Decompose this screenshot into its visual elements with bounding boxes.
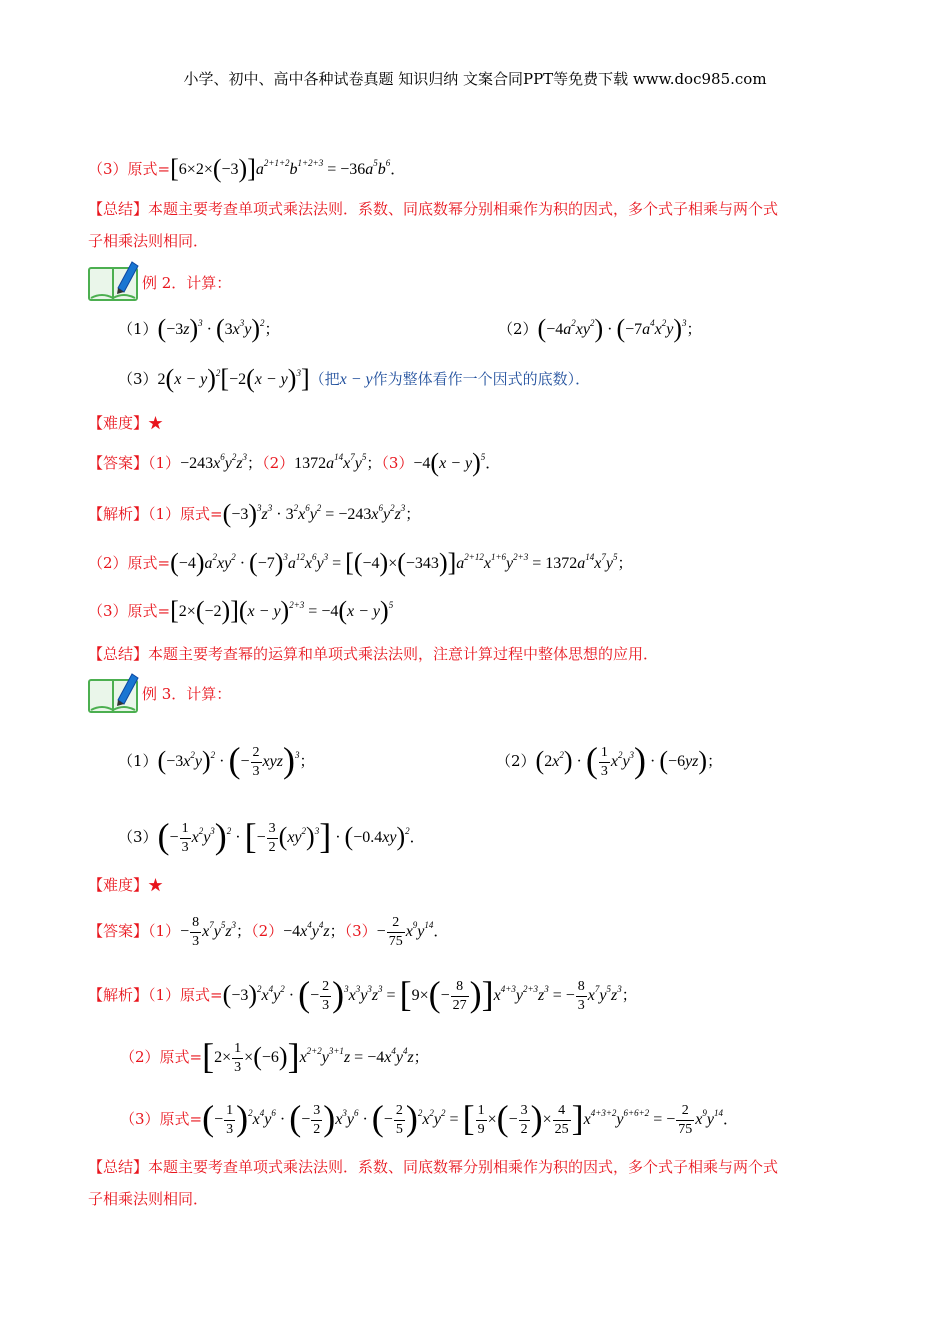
ex3-summary-line2: 子相乘法则相同． xyxy=(88,1190,209,1208)
ex3-title: 例 3．计算： xyxy=(142,685,232,703)
ex3-summary-line1: 【总结】本题主要考查单项式乘法法则．系数、同底数幂分别相乘作为积的因式，多个式子相乘与两个式 xyxy=(88,1158,779,1176)
ex3-analysis1: 【解析】（1）原式$=(-3)^2x^4y^2$ · (− $\frac{2}{3}$ )$^3x^3y^3z^3 = [9\times(-$ $\frac{8}{27}$ )]$x^{4+3}y^{2+3}z^3$ = − $\frac{8}{3}$ $x^7y^5z^3$； xyxy=(88,974,637,1015)
ex1-part3: （3）原式$=[6\times 2\times(-3)]a^{2+1+2}b^{1+2+3} = -36a^5b^6$． xyxy=(88,154,406,183)
ex3-problem3: （3）(− $\frac{1}{3}$ $x^2y^3)^2$ · [− $\frac{3}{2}$ $(xy^2)^3] \cdot (-0.4xy)^2$． xyxy=(118,816,425,857)
page-header: 小学、初中、高中各种试卷真题 知识归纳 文案合同PPT等免费下载 www.doc985.com xyxy=(183,70,767,88)
ex2-difficulty: 【难度】★ xyxy=(88,414,164,432)
ex2-problem1: $(1)(-3z)^3 \cdot (3x^3y)^2$； xyxy=(118,314,280,343)
ex3-problem1: $(1)(-3x^2y)^2$ · (− $\frac{2}{3}$ xyz)$^3$； xyxy=(118,740,315,781)
book-pencil-icon xyxy=(88,258,142,302)
ex3-analysis3: （3）原式=(− $\frac{1}{3}$ )$^2x^4y^6$ · (− $\frac{3}{2}$ )$x^3y^6$ · (− $\frac{2}{5}$ )$^2x^2y^2$ = [ $\frac{1}{9}$ ×(− $\frac{3}{2}$ )× $\frac{4}{25}$ ]$x^{4+3+2}y^{6+6+2}$ = − $\frac{2}{75}$ $x^9y^{14}$． xyxy=(120,1098,738,1139)
ex2-answer: 【答案】$(1)-243x^6y^2z^3$；$(2)1372a^{14}x^7y^5$；$(3)-4(x - y)^5$． xyxy=(88,448,501,477)
ex3-difficulty: 【难度】★ xyxy=(88,876,164,894)
ex2-title: 例 2．计算： xyxy=(142,274,232,292)
ex1-part3-label: （3）原式= xyxy=(88,160,171,178)
ex2-analysis3: （3）原式$=[2\times(-2)](x - y)^{2+3} = -4(x - y)^5$ xyxy=(88,596,394,625)
ex2-problem3: $(3)2(x - y)^2[-2(x - y)^3]$（把x − y作为整体看作一个因式的底数）． xyxy=(118,364,591,393)
ex2-summary: 【总结】本题主要考查幂的运算和单项式乘法法则，注意计算过程中整体思想的应用． xyxy=(88,645,659,663)
ex3-analysis2: （2）原式=[2× $\frac{1}{3}$ $\times(-6)]x^{2+2}y^{3+1}z = -4x^4y^4z$； xyxy=(120,1036,429,1077)
ex1-summary-line1: 【总结】本题主要考查单项式乘法法则．系数、同底数幂分别相乘作为积的因式，多个式子相乘与两个式 xyxy=(88,200,779,218)
ex3-problem2: $(2)(2x^2)$ · ( $\frac{1}{3}$ $x^2y^3) \cdot (-6yz)$； xyxy=(496,740,723,781)
ex3-answer: 【答案】（1）− $\frac{8}{3}$ $x^7y^5z^3$；$(2)-4x^4y^4z$；（3）− $\frac{2}{75}$ $x^9y^{14}$． xyxy=(88,915,449,949)
ex1-summary-line2: 子相乘法则相同． xyxy=(88,232,209,250)
ex2-problem2: $(2)(-4a^2xy^2) \cdot (-7a^4x^2y)^3$； xyxy=(498,314,702,343)
book-pencil-icon xyxy=(88,670,142,714)
ex2-analysis2: （2）原式$=(-4)a^2xy^2 \cdot (-7)^3a^{12}x^6y^3 = [(-4)\times(-343)]a^{2+12}x^{1+6}y^{2+3} = 1372a^{14}x^7y^5$； xyxy=(88,548,633,577)
ex2-analysis1: 【解析】（1）原式$=(-3)^3z^3 \cdot 3^2x^6y^2 = -243x^6y^2z^3$； xyxy=(88,499,421,528)
